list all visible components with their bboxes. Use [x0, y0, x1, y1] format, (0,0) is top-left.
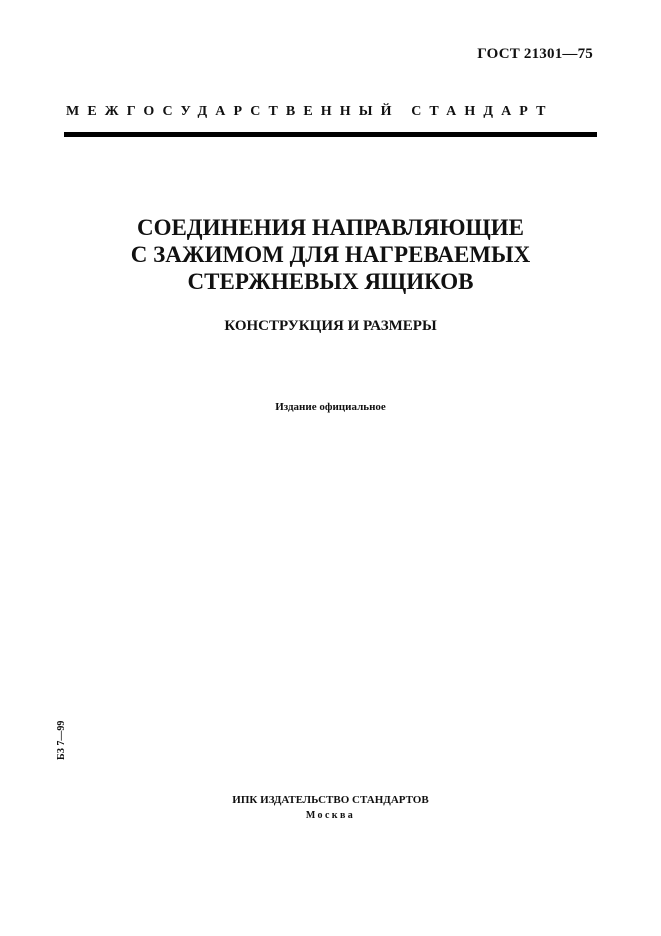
title-line-2: С ЗАЖИМОМ ДЛЯ НАГРЕВАЕМЫХ: [130, 242, 531, 267]
publisher: ИПК ИЗДАТЕЛЬСТВО СТАНДАРТОВ: [232, 794, 429, 806]
side-code: БЗ 7—99: [56, 720, 67, 760]
publisher-city: Москва: [305, 810, 356, 821]
document-title: [64, 214, 597, 295]
edition-note: Издание официальное: [275, 401, 386, 413]
title-line-1: СОЕДИНЕНИЯ НАПРАВЛЯЮЩИЕ: [136, 215, 525, 240]
header-rule: [64, 132, 597, 137]
document-number: ГОСТ 21301—75: [477, 46, 593, 62]
title-line-3: СТЕРЖНЕВЫХ ЯЩИКОВ: [187, 269, 474, 294]
standard-type-heading: МЕЖГОСУДАРСТВЕННЫЙ СТАНДАРТ: [66, 104, 554, 119]
document-subtitle: КОНСТРУКЦИЯ И РАЗМЕРЫ: [224, 318, 437, 334]
